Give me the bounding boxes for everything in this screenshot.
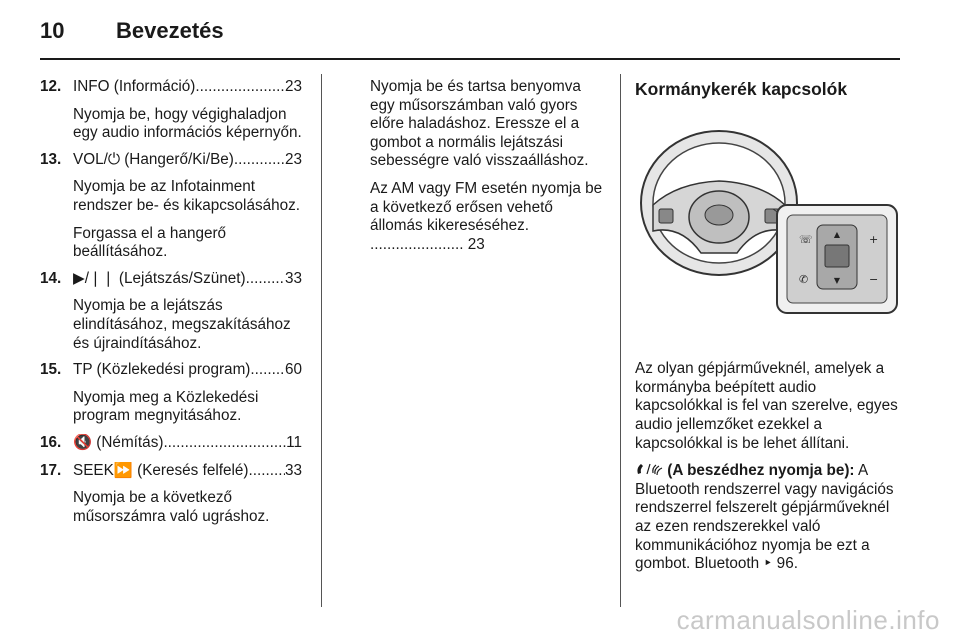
voice-phone-icon bbox=[635, 462, 663, 476]
control-entry bbox=[40, 462, 302, 481]
entry-number: 15. bbox=[40, 361, 62, 379]
steering-intro-paragraph: Az olyan gépjárműveknél, amelyek a kormányba beépített audio kapcsolókkal is fel van szerelve, egyes audio jellemzőket ezekkel a kapcsolókkal is be lehet állítani. bbox=[635, 360, 898, 452]
entry-title-line bbox=[73, 151, 302, 170]
column-divider-right bbox=[620, 74, 621, 607]
entry-title-line bbox=[73, 462, 302, 481]
column-divider-left bbox=[321, 74, 322, 607]
entry-label: VOL/⏻ (Hangerő/Ki/Be) bbox=[73, 150, 234, 168]
svg-text:☏: ☏ bbox=[799, 232, 813, 246]
svg-text:▲: ▲ bbox=[833, 229, 841, 239]
control-entry bbox=[40, 361, 302, 380]
svg-text:▼: ▼ bbox=[833, 275, 841, 285]
entry-description-paragraph: Nyomja be, hogy végighaladjon egy audio információs képernyőn. bbox=[73, 105, 302, 142]
entry-page-ref: 23 bbox=[284, 78, 302, 95]
dot-leader bbox=[163, 434, 286, 453]
control-list bbox=[40, 78, 302, 526]
entry-page-ref: 60 bbox=[284, 361, 302, 379]
am-fm-page-ref: ...................... 23 bbox=[370, 235, 485, 253]
voice-paragraph bbox=[635, 462, 905, 574]
entry-description-paragraph: Forgassa el a hangerő beállításához. bbox=[73, 224, 227, 261]
section-title: Bevezetés bbox=[116, 18, 224, 43]
entry-number: 13. bbox=[40, 150, 62, 168]
voice-label: (A beszédhez nyomja be): bbox=[667, 462, 855, 480]
right-column bbox=[635, 78, 905, 583]
entry-description bbox=[73, 178, 302, 261]
control-entry bbox=[40, 434, 302, 453]
entry-description-paragraph: Nyomja be a következő műsorszámra való ugráshoz. bbox=[73, 489, 270, 525]
steering-switches-heading: Kormánykerék kapcsolók bbox=[635, 79, 848, 99]
entry-label: 🔇 (Némítás) bbox=[73, 433, 164, 451]
entry-title-line bbox=[73, 270, 302, 289]
entry-number: 16. bbox=[40, 433, 62, 451]
voice-description: A Bluetooth rendszerrel vagy navigációs rendszerrel felszerelt gépjárműveknél az ezen rendszerekkel való kommunikációhoz nyomja be ezt a gombot. Bluetooth ‣ 96. bbox=[635, 462, 894, 573]
entry-title-line bbox=[73, 434, 302, 453]
header-divider bbox=[40, 58, 900, 60]
control-entry bbox=[40, 78, 302, 97]
am-fm-paragraph bbox=[370, 180, 608, 254]
entry-description bbox=[73, 389, 302, 426]
watermark: carmanualsonline.info bbox=[676, 605, 940, 635]
entry-title-line bbox=[73, 78, 302, 97]
entry-description bbox=[73, 106, 302, 143]
entry-page-ref: 33 bbox=[284, 461, 302, 479]
entry-number: 17. bbox=[40, 461, 62, 479]
entry-description bbox=[73, 489, 302, 526]
dot-leader bbox=[195, 78, 285, 97]
steering-wheel-illustration bbox=[637, 113, 899, 331]
entry-number: 12. bbox=[40, 78, 62, 95]
svg-text:−: − bbox=[869, 272, 879, 286]
entry-page-ref: 23 bbox=[284, 150, 302, 168]
svg-text:+: + bbox=[869, 232, 879, 246]
control-entry bbox=[40, 270, 302, 289]
dot-leader bbox=[248, 462, 285, 481]
dot-leader bbox=[234, 151, 285, 170]
dot-leader bbox=[250, 361, 285, 380]
seek-hold-paragraph: Nyomja be és tartsa benyomva egy műsorszámban való gyors előre haladáshoz. Eressze el a gombot a normális lejátszási sebességre való visszaálláshoz. bbox=[370, 78, 589, 170]
entry-label: INFO (Információ) bbox=[73, 78, 196, 95]
entry-page-ref: 33 bbox=[284, 269, 302, 287]
entry-description bbox=[73, 297, 302, 353]
page-number: 10 bbox=[40, 18, 65, 43]
control-entry bbox=[40, 151, 302, 170]
entry-description-paragraph: Nyomja be a lejátszás elindításához, megszakításához és újraindításához. bbox=[73, 297, 291, 352]
am-fm-text: Az AM vagy FM esetén nyomja be a következő erősen vehető állomás kikereséséhez. bbox=[370, 179, 603, 235]
left-column bbox=[40, 78, 302, 534]
entry-description-paragraph: Nyomja meg a Közlekedési program megnyitásához. bbox=[73, 388, 259, 425]
entry-description-paragraph: Nyomja be az Infotainment rendszer be- és kikapcsolásához. bbox=[73, 178, 301, 214]
middle-column bbox=[370, 78, 608, 263]
entry-title-line bbox=[73, 361, 302, 380]
entry-label: ▶/❘❘ (Lejátszás/Szünet) bbox=[73, 269, 246, 287]
entry-number: 14. bbox=[40, 269, 62, 287]
dot-leader bbox=[246, 270, 285, 289]
svg-text:✆: ✆ bbox=[799, 272, 809, 286]
entry-label: TP (Közlekedési program) bbox=[73, 361, 251, 379]
entry-page-ref: 11 bbox=[286, 433, 302, 451]
entry-label: SEEK⏩ (Keresés felfelé) bbox=[73, 461, 249, 479]
page-header bbox=[40, 18, 224, 48]
